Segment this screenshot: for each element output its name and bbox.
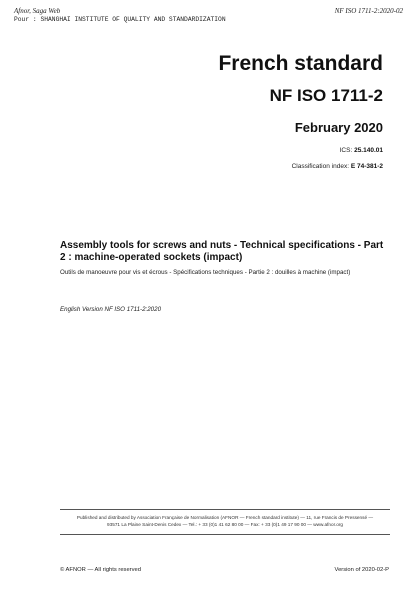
header-document-reference: NF ISO 1711-2:2020-02 [334, 7, 403, 15]
standard-number: NF ISO 1711-2 [269, 86, 383, 105]
version-note: English Version NF ISO 1711-2:2020 [60, 306, 162, 313]
ics-label: ICS: [339, 147, 353, 154]
header-source: Afnor, Saga Web [14, 7, 61, 15]
french-title: Outils de manoeuvre pour vis et écrous - Spécifications techniques - Partie 2 : douilles à machine (impact) [60, 269, 351, 276]
english-title: Assembly tools for screws and nuts - Technical specifications - Part 2 : machine-operated sockets (impact) [60, 240, 384, 263]
classification-line [292, 163, 383, 171]
classification-label: Classification index: [291, 163, 350, 170]
publisher-line-2: 93571 La Plaine Saint-Denis Cedex — Tel.: + 33 (0)1 41 62 80 00 — Fax: + 33 (0)1 49 17 90 00 — www.afnor.org [107, 522, 343, 527]
ics-value: 25.140.01 [354, 147, 383, 154]
classification-value: E 74-381-2 [350, 163, 383, 170]
document-version: Version of 2020-02-P [334, 567, 389, 573]
copyright-notice: © AFNOR — All rights reserved [60, 567, 141, 573]
footer-divider [60, 534, 390, 535]
publisher-line-1: Published and distributed by Association Française de Normalisation (AFNOR — French standard institute) — 11, rue Francis de Pressensé — [76, 515, 374, 520]
publication-date: February 2020 [294, 120, 383, 135]
document-type-heading: French standard [218, 52, 383, 75]
header-licensee: Pour : SHANGHAI INSTITUTE OF QUALITY AND STANDARDIZATION [14, 16, 226, 23]
publisher-divider [60, 509, 390, 510]
ics-line [340, 147, 383, 155]
publisher-info [60, 514, 390, 528]
